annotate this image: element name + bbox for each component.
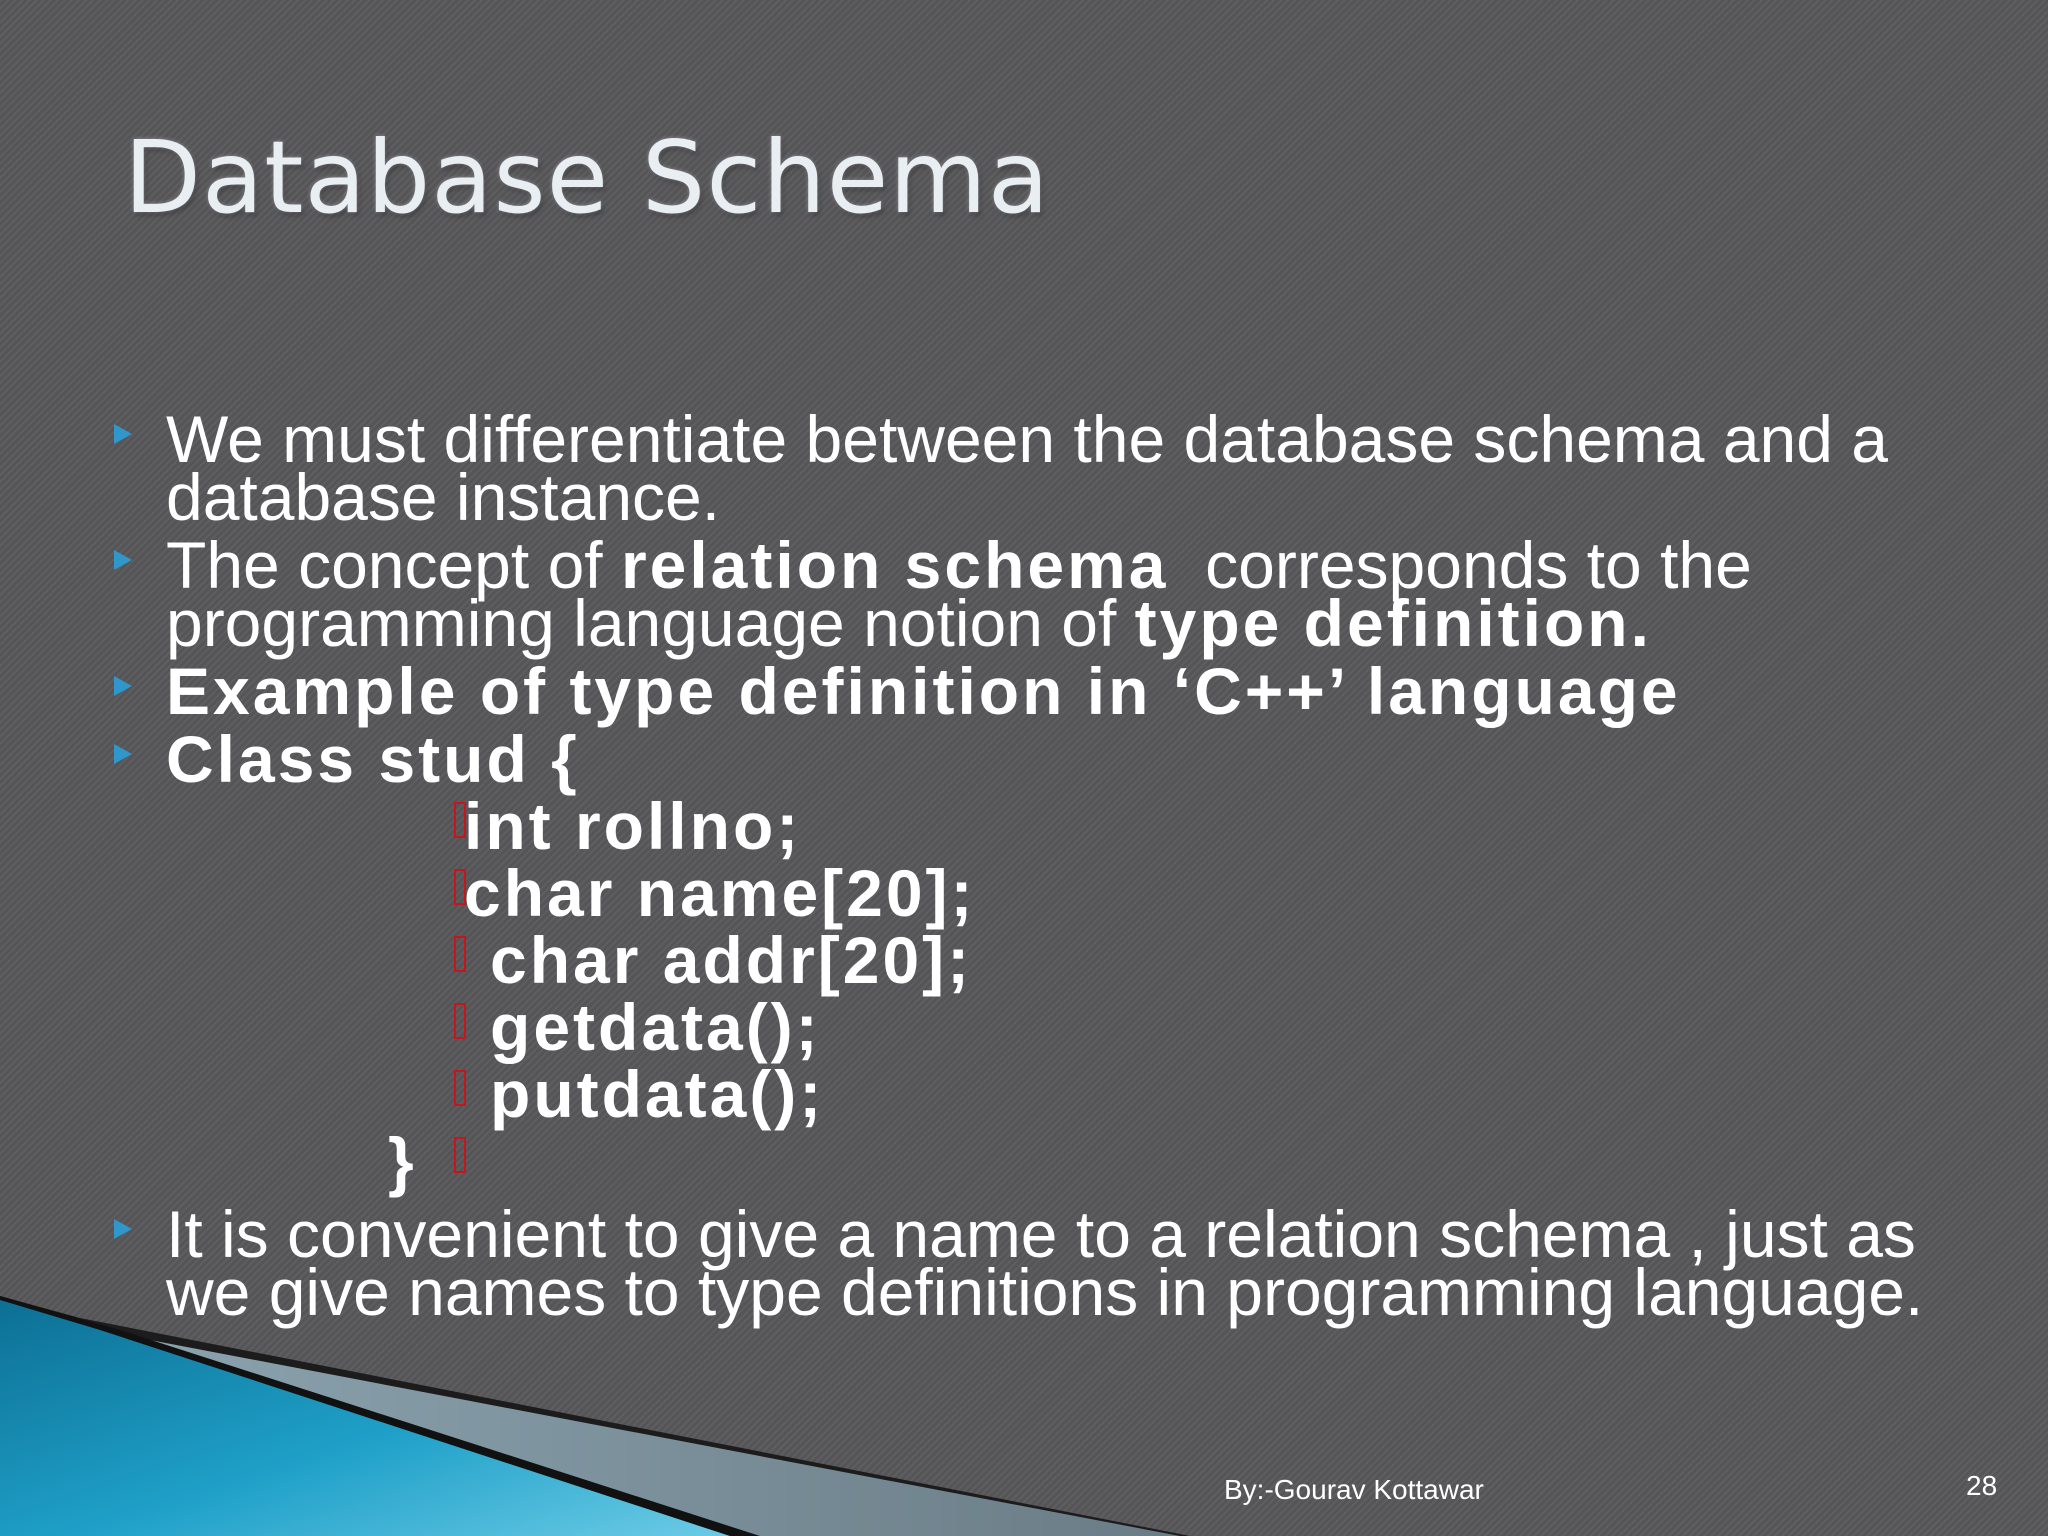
triangle-bullet-icon: [114, 676, 132, 696]
bullet-text-line: Example of type definition in ‘C++’ language: [166, 654, 1681, 728]
sub-bullet-box-icon: [454, 936, 466, 972]
code-line: char addr[20];: [490, 923, 973, 997]
bullet-text-line: Class stud {: [166, 722, 580, 796]
bullet-bold-text: type definition.: [1134, 586, 1652, 660]
bullet-text-line: [166, 586, 1652, 660]
bullet-text-line: We must differentiate between the database schema and a: [166, 402, 1888, 476]
sub-bullet-box-icon: [454, 1070, 466, 1106]
footer-author: By:-Gourav Kottawar: [1224, 1474, 1484, 1505]
sub-bullet-box-icon: [454, 1003, 466, 1039]
triangle-bullet-icon: [114, 424, 132, 444]
code-line: char name[20];: [464, 856, 976, 930]
page-number: 28: [1966, 1470, 1998, 1501]
bullet-text: corresponds to the: [1168, 528, 1752, 602]
slide-title: Database Schema: [124, 119, 1050, 236]
triangle-bullet-icon: [114, 744, 132, 764]
bullet-text-line: It is convenient to give a name to a relation schema , just as: [166, 1197, 1916, 1271]
bullet-text: programming language notion of: [166, 586, 1135, 660]
bullet-text-line: we give names to type definitions in programming language.: [166, 1255, 1924, 1329]
code-line: int rollno;: [464, 789, 802, 863]
triangle-bullet-icon: [114, 550, 132, 570]
code-line: putdata();: [490, 1057, 825, 1131]
bullet-bold-text: relation schema: [620, 528, 1169, 602]
triangle-bullet-icon: [114, 1219, 132, 1239]
bullet-text-line: database instance.: [166, 460, 721, 534]
code-line: getdata();: [490, 990, 821, 1064]
code-line: }: [388, 1124, 417, 1198]
sub-bullet-box-icon: [454, 1137, 466, 1173]
bullet-text: The concept of: [166, 528, 621, 602]
